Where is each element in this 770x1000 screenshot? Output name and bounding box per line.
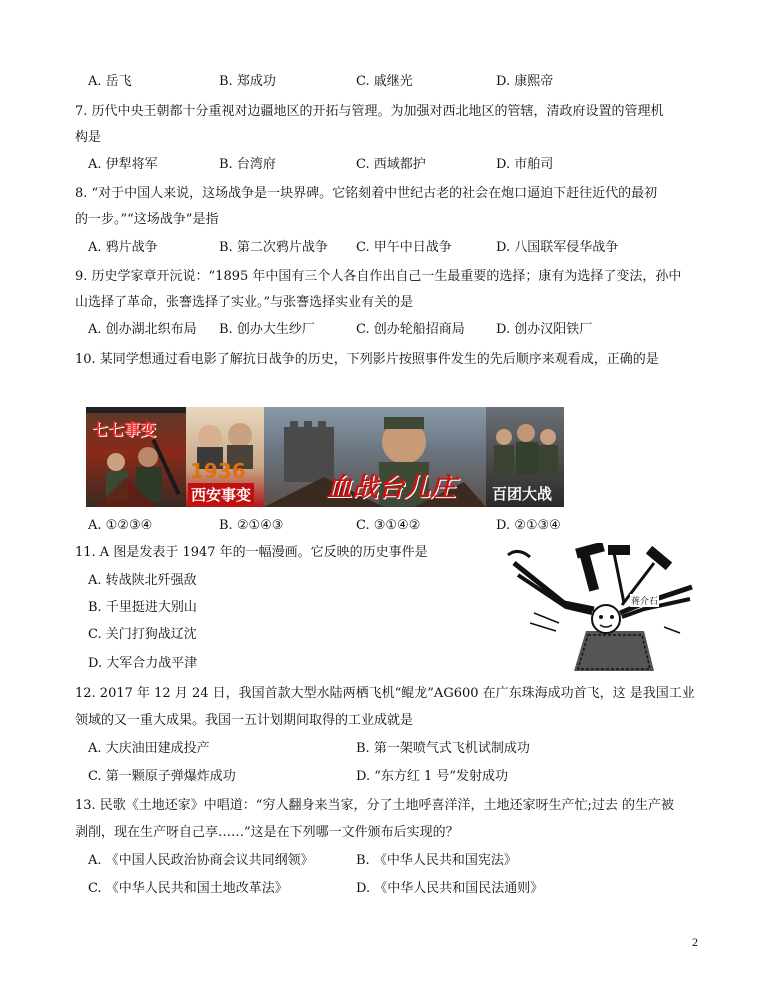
- q7-option-b: B. 台湾府: [219, 157, 276, 172]
- film-year: 1936: [190, 459, 246, 483]
- q6-option-b: B. 郑成功: [219, 74, 276, 89]
- q8-stem-line1: 8. “对于中国人来说，这场战争是一块界碑。它铭刻着中世纪古老的社会在炮口逼迫下赶往近代的最初: [75, 186, 658, 201]
- q10-option-b: B. ②①④③: [219, 518, 284, 533]
- film-title-2: 西安事变: [188, 483, 254, 506]
- q9-option-b: B. 创办大生纱厂: [219, 322, 315, 337]
- q10-stem-line1: 10. 某同学想通过看电影了解抗日战争的历史，下列影片按照事件发生的先后顺序来观看成，正确的是: [75, 352, 659, 367]
- film-poster-3: [264, 407, 486, 507]
- q6-option-c: C. 戚继光: [356, 74, 413, 89]
- q12-option-d: D. “东方红 1 号”发射成功: [356, 769, 509, 784]
- q13-stem-line2: 剥削，现在生产呀自己享……”这是在下列哪一文件颁布后实现的？: [75, 825, 459, 840]
- q13-option-a: A. 《中国人民政治协商会议共同纲领》: [88, 853, 314, 868]
- q6-option-a: A. 岳飞: [88, 74, 132, 89]
- q9-stem-line2: 山选择了革命，张謇选择了实业。”与张謇选择实业有关的是: [75, 295, 414, 310]
- q7-option-c: C. 西域都护: [356, 157, 426, 172]
- q9-option-d: D. 创办汉阳铁厂: [496, 322, 593, 337]
- q12-stem-line1: 12. 2017 年 12 月 24 日，我国首款大型水陆两栖飞机“鲲龙”AG600 在广东珠海成功首飞，这 是我国工业: [75, 686, 695, 701]
- q8-option-a: A. 鸦片战争: [88, 240, 158, 255]
- q10-option-d: D. ②①③④: [496, 518, 561, 533]
- q13-option-b: B. 《中华人民共和国宪法》: [356, 853, 517, 868]
- q6-option-d: D. 康熙帝: [496, 74, 554, 89]
- film-poster-1: [86, 407, 186, 507]
- q7-stem-line2: 构是: [75, 130, 102, 145]
- q12-stem-line2: 领域的又一重大成果。我国一五计划期间取得的工业成就是: [75, 713, 414, 728]
- political-cartoon: [504, 543, 696, 671]
- cartoon-label: 蒋介石: [630, 594, 659, 607]
- q11-option-c: C. 关门打狗战辽沈: [88, 627, 197, 642]
- q12-option-c: C. 第一颗原子弹爆炸成功: [88, 769, 236, 784]
- q12-option-b: B. 第一架喷气式飞机试制成功: [356, 741, 530, 756]
- q7-option-d: D. 市舶司: [496, 157, 554, 172]
- q11-stem-line1: 11. A 图是发表于 1947 年的一幅漫画。它反映的历史事件是: [75, 545, 428, 560]
- film-poster-4: [486, 407, 564, 507]
- cartoon-illustration: [504, 543, 696, 671]
- film-title-4: 百团大战: [492, 485, 553, 503]
- q11-option-a: A. 转战陕北歼强敌: [88, 573, 197, 588]
- q10-option-a: A. ①②③④: [88, 518, 153, 533]
- q13-option-d: D. 《中华人民共和国民法通则》: [356, 881, 544, 896]
- q7-stem-line1: 7. 历代中央王朝都十分重视对边疆地区的开拓与管理。为加强对西北地区的管辖，清政府设置的管理机: [75, 104, 664, 119]
- q9-option-c: C. 创办轮船招商局: [356, 322, 465, 337]
- film-title-3: 血战台儿庄: [326, 473, 457, 503]
- q13-option-c: C. 《中华人民共和国土地改革法》: [88, 881, 288, 896]
- film-title-1: 七七事变: [92, 420, 157, 439]
- film-poster-2: [186, 407, 264, 507]
- q13-stem-line1: 13. 民歌《土地还家》中唱道：“穷人翻身来当家，分了土地呼喜洋洋，土地还家呀生产忙;过去 的生产被: [75, 798, 674, 813]
- q8-option-b: B. 第二次鸦片战争: [219, 240, 328, 255]
- q8-option-c: C. 甲午中日战争: [356, 240, 452, 255]
- q11-option-d: D. 大军合力战平津: [88, 656, 198, 671]
- q8-option-d: D. 八国联军侵华战争: [496, 240, 619, 255]
- q7-option-a: A. 伊犁将军: [88, 157, 158, 172]
- q9-stem-line1: 9. 历史学家章开沅说：“1895 年中国有三个人各自作出自己一生最重要的选择；康有为选择了变法，孙中: [75, 269, 682, 284]
- q8-stem-line2: 的一步。”“这场战争”是指: [75, 212, 219, 227]
- q11-option-b: B. 千里挺进大别山: [88, 600, 197, 615]
- page-number: 2: [692, 935, 698, 949]
- q10-option-c: C. ③①④②: [356, 518, 421, 533]
- q12-option-a: A. 大庆油田建成投产: [88, 741, 210, 756]
- q9-option-a: A. 创办湖北织布局: [88, 322, 197, 337]
